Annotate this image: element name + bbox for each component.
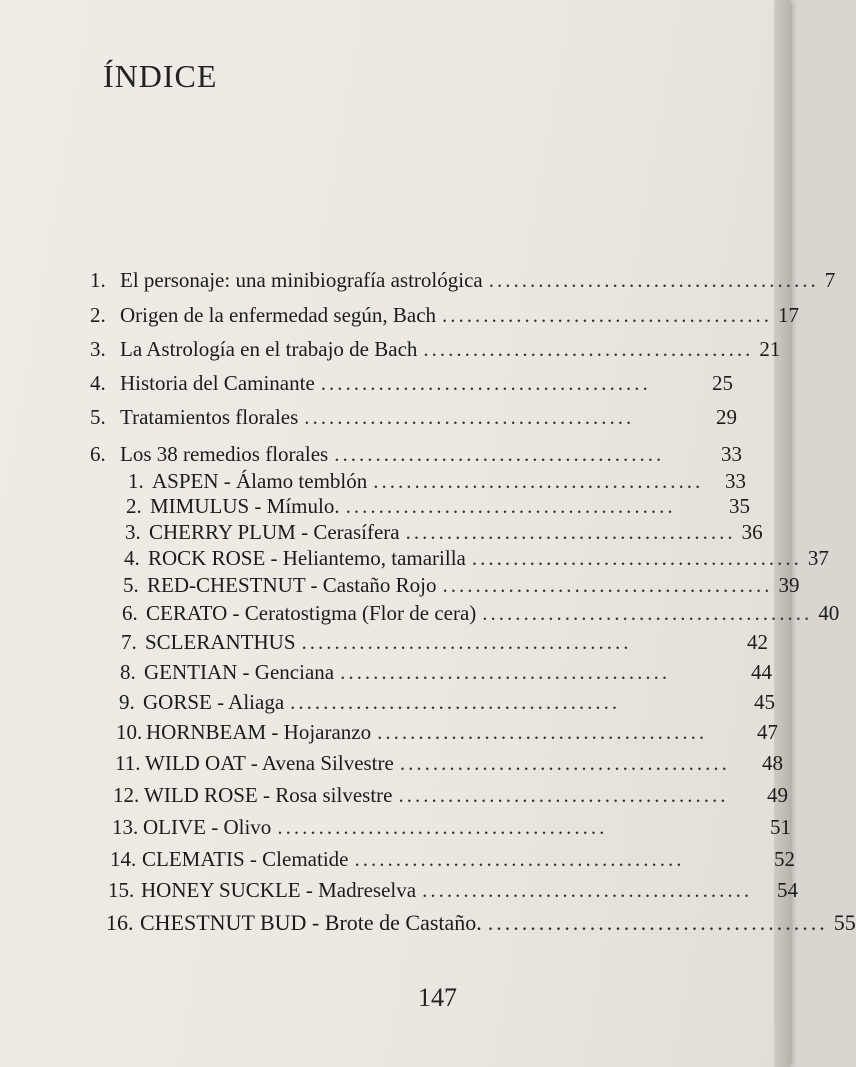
entry-page: 33 — [721, 442, 742, 466]
subentry-page: 55 — [833, 910, 856, 935]
dot-leader: ........................................ — [487, 910, 828, 935]
dot-leader: ........................................ — [277, 815, 608, 839]
toc-entry — [90, 303, 800, 328]
subentry-title: OLIVE - Olivo — [143, 815, 272, 839]
dot-leader: ........................................ — [320, 371, 651, 395]
entry-title: La Astrología en el trabajo de Bach — [120, 337, 418, 361]
toc-subentry — [123, 573, 800, 598]
subentry-number: 2. — [126, 494, 142, 518]
subentry-number: 15. — [108, 878, 135, 902]
entry-number: 1. — [90, 268, 106, 292]
entry-page: 17 — [778, 303, 800, 327]
dot-leader: ........................................ — [471, 546, 802, 570]
dot-leader: ........................................ — [442, 573, 773, 597]
subentry-page: 47 — [757, 720, 778, 744]
subentry-title: WILD ROSE - Rosa silvestre — [144, 783, 393, 807]
subentry-title: RED-CHESTNUT - Castaño Rojo — [147, 573, 437, 597]
subentry-page: 44 — [751, 660, 772, 684]
toc-subentry — [126, 494, 750, 519]
toc-entry — [90, 442, 742, 467]
dot-leader: ........................................ — [301, 630, 632, 654]
toc-subentry — [124, 546, 829, 571]
toc-subentry — [113, 783, 788, 808]
subentry-title: CHESTNUT BUD - Brote de Castaño. — [140, 910, 482, 935]
subentry-title: CLEMATIS - Clematide — [142, 847, 349, 871]
dot-leader: ........................................ — [373, 469, 704, 493]
subentry-number: 7. — [121, 630, 137, 654]
entry-title: Historia del Caminante — [120, 371, 315, 395]
subentry-page: 36 — [741, 520, 763, 544]
dot-leader: ........................................ — [482, 601, 813, 625]
dot-leader: ........................................ — [442, 303, 773, 327]
toc-entry — [90, 268, 836, 293]
subentry-page: 35 — [729, 494, 750, 518]
toc-subentry — [115, 751, 783, 776]
subentry-number: 12. — [113, 783, 140, 807]
toc-subentry — [121, 630, 768, 655]
subentry-page: 40 — [818, 601, 840, 625]
toc-entry — [90, 371, 733, 396]
entry-number: 2. — [90, 303, 106, 327]
entry-number: 6. — [90, 442, 106, 466]
dot-leader: ........................................ — [290, 690, 621, 714]
dot-leader: ........................................ — [488, 268, 819, 292]
dot-leader: ........................................ — [399, 751, 730, 775]
subentry-page: 51 — [770, 815, 791, 839]
toc-subentry — [125, 520, 763, 545]
toc-subentry — [128, 469, 746, 494]
dot-leader: ........................................ — [423, 337, 754, 361]
subentry-title: WILD OAT - Avena Silvestre — [145, 751, 394, 775]
subentry-number: 6. — [122, 601, 138, 625]
subentry-number: 14. — [110, 847, 137, 871]
entry-title: Tratamientos florales — [120, 405, 299, 429]
subentry-title: CHERRY PLUM - Cerasífera — [149, 520, 400, 544]
subentry-page: 33 — [725, 469, 746, 493]
dot-leader: ........................................ — [334, 442, 665, 466]
dot-leader: ........................................ — [398, 783, 729, 807]
dot-leader: ........................................ — [422, 878, 753, 902]
entry-title: El personaje: una minibiografía astrológica — [120, 268, 483, 292]
toc-subentry — [110, 847, 795, 872]
subentry-page: 37 — [807, 546, 829, 570]
entry-number: 5. — [90, 405, 106, 429]
subentry-page: 45 — [754, 690, 775, 714]
subentry-page: 52 — [774, 847, 795, 871]
subentry-number: 8. — [120, 660, 136, 684]
toc-subentry — [120, 660, 772, 685]
entry-page: 7 — [824, 268, 836, 292]
subentry-number: 3. — [125, 520, 141, 544]
entry-number: 4. — [90, 371, 106, 395]
subentry-title: CERATO - Ceratostigma (Flor de cera) — [146, 601, 477, 625]
subentry-title: GENTIAN - Genciana — [144, 660, 335, 684]
subentry-number: 13. — [112, 815, 139, 839]
dot-leader: ........................................ — [345, 494, 676, 518]
subentry-number: 1. — [128, 469, 144, 493]
entry-title: Los 38 remedios florales — [120, 442, 329, 466]
page-number: 147 — [418, 983, 457, 1012]
subentry-page: 48 — [762, 751, 783, 775]
toc-subentry — [116, 720, 778, 745]
entry-number: 3. — [90, 337, 106, 361]
subentry-title: ASPEN - Álamo temblón — [152, 469, 368, 493]
toc-subentry — [112, 815, 791, 840]
subentry-number: 5. — [123, 573, 139, 597]
page-heading: ÍNDICE — [103, 58, 218, 94]
toc-entry — [90, 405, 737, 430]
subentry-number: 4. — [124, 546, 140, 570]
toc-subentry — [106, 910, 856, 936]
toc-subentry — [122, 601, 840, 626]
entry-page: 21 — [759, 337, 781, 361]
subentry-number: 16. — [106, 910, 134, 935]
toc-subentry — [119, 690, 775, 715]
dot-leader: ........................................ — [340, 660, 671, 684]
dot-leader: ........................................ — [377, 720, 708, 744]
entry-title: Origen de la enfermedad según, Bach — [120, 303, 437, 327]
dot-leader: ........................................ — [354, 847, 685, 871]
entry-page: 29 — [716, 405, 737, 429]
dot-leader: ........................................ — [304, 405, 635, 429]
dot-leader: ........................................ — [405, 520, 736, 544]
subentry-number: 10. — [116, 720, 143, 744]
toc-subentry — [108, 878, 798, 903]
subentry-title: SCLERANTHUS — [145, 630, 296, 654]
subentry-page: 54 — [777, 878, 798, 902]
entry-page: 25 — [712, 371, 733, 395]
subentry-number: 11. — [115, 751, 141, 775]
subentry-page: 49 — [767, 783, 788, 807]
subentry-title: HORNBEAM - Hojaranzo — [146, 720, 372, 744]
subentry-title: GORSE - Aliaga — [143, 690, 285, 714]
subentry-page: 39 — [778, 573, 800, 597]
subentry-title: ROCK ROSE - Heliantemo, tamarilla — [148, 546, 466, 570]
subentry-title: MIMULUS - Mímulo. — [150, 494, 340, 518]
toc-entry — [90, 337, 781, 362]
subentry-number: 9. — [119, 690, 135, 714]
subentry-page: 42 — [747, 630, 768, 654]
subentry-title: HONEY SUCKLE - Madreselva — [141, 878, 417, 902]
